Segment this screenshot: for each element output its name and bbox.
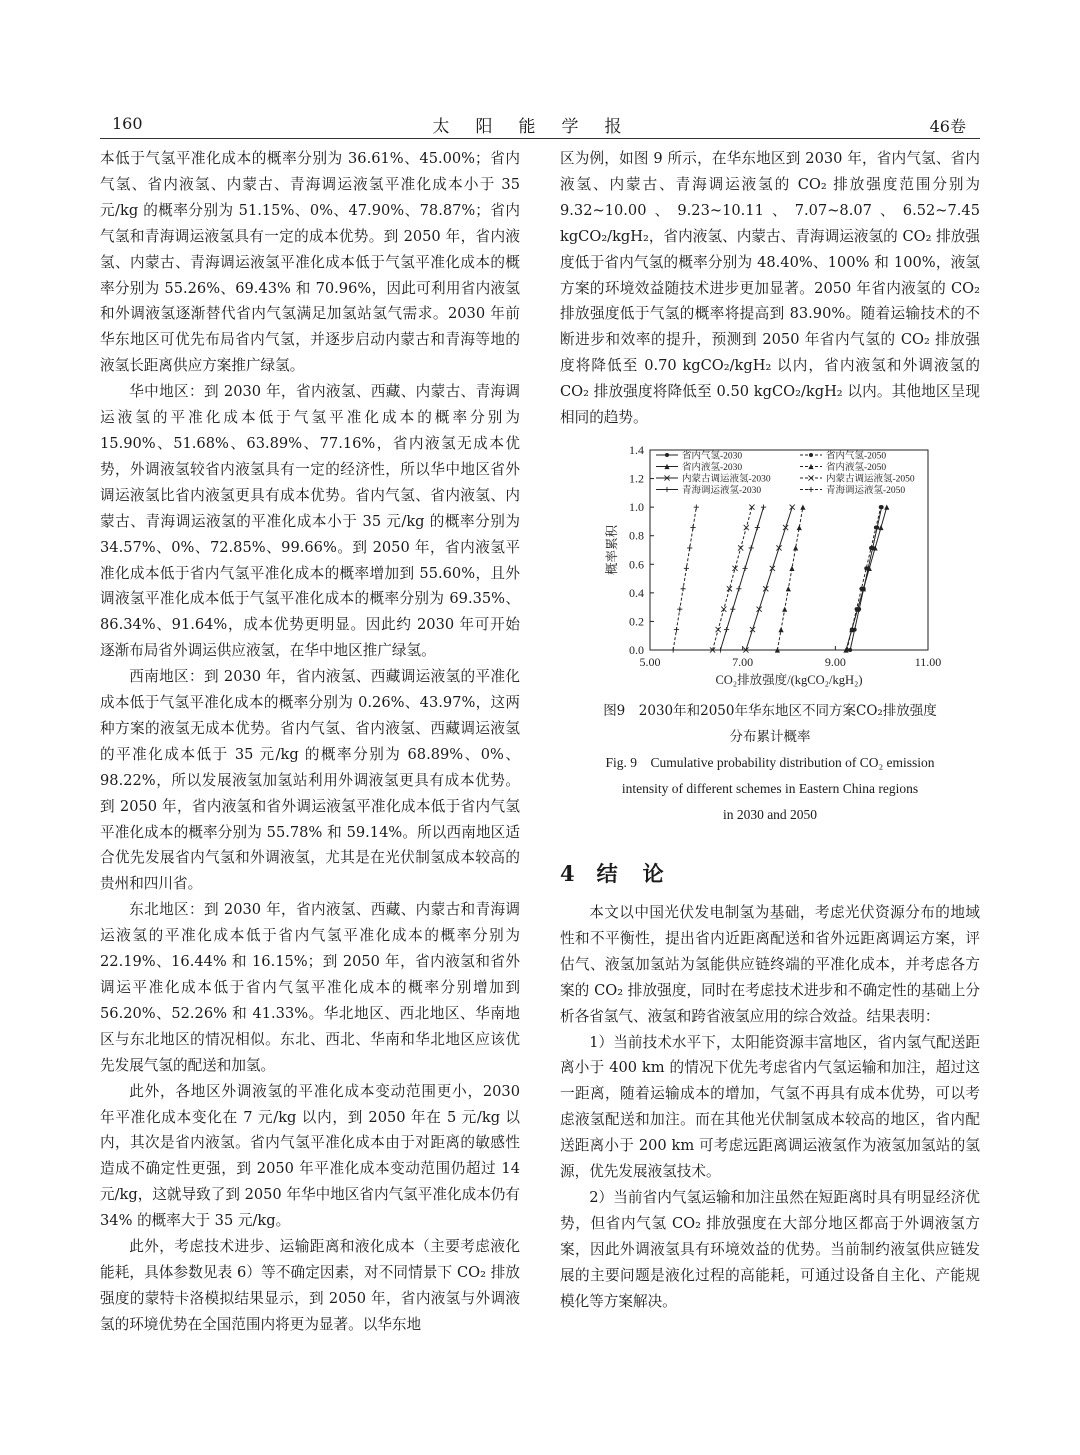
paragraph: 此外，考虑技术进步、运输距离和液化成本（主要考虑液化能耗，具体参数见表 6）等不确定因素，对不同情景下 CO₂ 排放强度的蒙特卡洛模拟结果显示，到 2050 年，省内液氢与外调液氢的环境优势在全国范围内将更为显著。以华东地	[100, 1238, 520, 1333]
y-tick-label: 1.0	[629, 500, 644, 515]
data-point	[786, 586, 791, 591]
page-header	[100, 112, 980, 139]
caption-line: Fig. 9 Cumulative probability distribution of CO₂ emission	[605, 755, 935, 770]
paragraph: 区为例，如图 9 所示，在华东地区到 2030 年，省内气氢、省内液氢、内蒙古、青海调运液氢的 CO₂ 排放强度范围分别为 9.32~10.00、9.23~10.11、7.07~8.07、6.52~7.45 kgCO₂/kgH₂，省内液氢、内蒙古、青海调运液氢的 CO₂ 排放强度低于省内气氢的概率分别为 48.40%、100% 和 100%，液氢方案的环境效益随技术进步更加显著。2050 年省内液氢的 CO₂ 排放强度低于气氢的概率将提高到 83.90%。随着运输技术的不断进步和效率的提升，预测到 2050 年省内气氢的 CO₂ 排放强度将降低至 0.70 kgCO₂/kgH₂ 以内，省内液氢和外调液氢的 CO₂ 排放强度将降低至 0.50 kgCO₂/kgH₂ 以内。其他地区呈现相同的趋势。	[560, 150, 980, 427]
legend-label: 省内气氢-2050	[826, 451, 887, 462]
data-point	[793, 545, 798, 550]
legend-label: 省内液氢-2050	[826, 463, 887, 473]
paragraph: 华中地区：到 2030 年，省内液氢、西藏、内蒙古、青海调运液氢的平准化成本低于气氢平准化成本的概率分别为 15.90%、51.68%、63.89%、77.16%，省内液氢无成本优势，外调液氢较省内液氢具有一定的经济性，所以华中地区省外调运液氢比省内液氢更具有成本优势。省内气氢、省内液氢、内蒙古、青海调运液氢的平准化成本小于 35 元/kg 的概率分别为 34.57%、0%、72.85%、99.66%。到 2050 年，省内液氢平准化成本低于省内气氢平准化成本的概率增加到 55.60%，且外调液氢平准化成本低于气氢平准化成本的概率分别为 69.35%、86.34%、91.64%，成本优势更明显。因此约 2030 年可开始逐渐布局省外调运供应液氢，在华中地区推广绿氢。	[100, 383, 520, 660]
data-point	[782, 607, 787, 612]
paragraph: 东北地区：到 2030 年，省内液氢、西藏、内蒙古和青海调运液氢的平准化成本低于省内气氢平准化成本的概率分别为 22.19%、16.44% 和 16.15%；到 2050 年，省内液氢和省外调运平准化成本低于省内气氢平准化成本的概率分别增加到 56.20%、52.26% 和 41.33%。华北地区、西北地区、华南地区与东北地区的情况相似。东北、西北、华南和华北地区应该优先发展气氢的配送和加氢。	[100, 901, 520, 1074]
y-tick-label: 0.0	[629, 643, 644, 657]
caption-line: in 2030 and 2050	[722, 807, 818, 822]
x-tick-label: 9.00	[824, 655, 846, 669]
paragraph: 本文以中国光伏发电制氢为基础，考虑光伏资源分布的地域性和不平衡性，提出省内近距离配送和省外远距离调运方案，评估气、液氢加氢站为氢能供应链终端的平准化成本，并考虑各方案的 CO₂ 排放强度，同时在考虑技术进步和不确定性的基础上分析各省氢气、液氢和跨省液氢应用的综合效益。结果表明：	[560, 904, 980, 1025]
y-tick-label: 0.8	[629, 528, 644, 543]
x-tick-label: 11.00	[914, 655, 942, 669]
caption-line: intensity of different schemes in Eastern China regions	[621, 781, 919, 796]
x-tick-label: 5.00	[639, 655, 661, 669]
data-point	[809, 453, 813, 457]
volume-label: 46卷	[929, 117, 966, 136]
journal-title: 太阳能学报	[432, 117, 648, 137]
data-point	[845, 648, 849, 652]
data-point	[797, 525, 802, 530]
series-line	[746, 507, 792, 650]
data-point	[665, 453, 669, 457]
section-heading	[560, 858, 686, 888]
legend-label: 内蒙古调运液氢-2030	[682, 474, 771, 485]
legend-label: 青海调运液氢-2050	[826, 486, 906, 496]
x-tick-label: 7.00	[732, 655, 754, 669]
page-number: 160	[112, 114, 143, 133]
paragraph: 1）当前技术水平下，太阳能资源丰富地区，省内氢气配送距离小于 400 km 的情况下优先考虑省内气氢运输和加注，超过这一距离，随着运输成本的增加，气氢不再具有成本优势，可以考虑液氢配送和加注。而在其他光伏制氢成本较高的地区，省内配送距离小于 200 km 可考虑远距离调运液氢作为液氢加氢站的氢源，优先发展液氢技术。	[560, 1033, 980, 1181]
y-tick-label: 1.4	[629, 443, 644, 457]
section-number: 4	[560, 861, 577, 886]
data-point	[850, 628, 854, 632]
data-point	[869, 546, 873, 550]
legend-label: 省内气氢-2030	[682, 451, 743, 462]
section-title: 结 论	[596, 861, 666, 886]
paragraph: 2）当前省内气氢运输和加注虽然在短距离时具有明显经济优势，但省内气氢 CO₂ 排放强度在大部分地区都高于外调液氢方案，因此外调液氢具有环境效益的优势。当前制约液氢供应链发展的主要问题是液化过程的高能耗，可通过设备自主化、产能规模化等方案解决。	[560, 1188, 980, 1310]
data-point	[884, 505, 889, 510]
data-point	[874, 526, 878, 530]
paragraph: 此外，各地区外调液氢的平准化成本变动范围更小，2030 年平准化成本变化在 7 元/kg 以内，到 2050 年在 5 元/kg 以内，其次是省内液氢。省内气氢平准化成本由于对距离的敏感性造成不确定性更强，到 2050 年平准化成本变动范围仍超过 14 元/kg，这就导致了到 2050 年华中地区省内气氢平准化成本仍有 34% 的概率大于 35 元/kg。	[100, 1082, 520, 1230]
left-column	[100, 146, 520, 1338]
series-line	[713, 507, 752, 650]
paragraph: 本低于气氢平准化成本的概率分别为 36.61%、45.00%；省内气氢、省内液氢、内蒙古、青海调运液氢平准化成本小于 35 元/kg 的概率分别为 51.15%、0%、47.90%、78.87%；省内气氢和青海调运液氢具有一定的成本优势。到 2050 年，省内液氢、内蒙古、青海调运液氢平准化成本低于气氢平准化成本的概率分别为 55.26%、69.43% 和 70.96%，因此可利用省内液氢和外调液氢逐渐替代省内气氢满足加氢站氢气需求。2030 年前华东地区可优先布局省内气氢，并逐步启动内蒙古和青海等地的液氢长距离供应方案推广绿氢。	[100, 150, 520, 375]
data-point	[859, 587, 863, 591]
data-point	[778, 627, 783, 632]
data-point	[879, 505, 883, 509]
data-point	[800, 505, 805, 510]
right-column-bottom	[560, 900, 980, 1315]
data-point	[789, 566, 794, 571]
y-axis-label: 概率累积	[605, 524, 619, 576]
data-point	[855, 607, 859, 611]
x-axis-label: CO₂排放强度/(kgCO₂/kgH₂)	[715, 673, 863, 687]
legend-label: 省内液氢-2030	[682, 463, 743, 473]
y-tick-label: 0.6	[629, 557, 644, 572]
legend-label: 内蒙古调运液氢-2050	[826, 474, 915, 485]
caption-line: 图9 2030年和2050年华东地区不同方案CO₂排放强度	[603, 703, 937, 719]
caption-line: 分布累计概率	[729, 729, 811, 745]
figure-caption-cn	[560, 698, 980, 750]
y-tick-label: 0.2	[629, 614, 644, 629]
cumulative-probability-chart	[590, 440, 950, 690]
y-tick-label: 1.2	[629, 471, 644, 486]
figure-caption-en	[560, 750, 980, 828]
paragraph: 西南地区：到 2030 年，省内液氢、西藏调运液氢的平准化成本低于气氢平准化成本的概率分别为 0.26%、43.97%，这两种方案的液氢无成本优势。省内气氢、省内液氢、西藏调运液氢的平准化成本低于 35 元/kg 的概率分别为 68.89%、0%、98.22%，所以发展液氢加氢站利用外调液氢更具有成本优势。到 2050 年，省内液氢和省外调运液氢平准化成本低于省内气氢平准化成本的概率分别为 55.78% 和 59.14%。所以西南地区适合优先发展省内气氢和外调液氢，尤其是在光伏制氢成本较高的贵州和四川省。	[100, 668, 520, 893]
data-point	[864, 566, 868, 570]
legend-label: 青海调运液氢-2030	[682, 486, 762, 496]
y-tick-label: 0.4	[629, 585, 644, 600]
right-column-top	[560, 146, 980, 431]
